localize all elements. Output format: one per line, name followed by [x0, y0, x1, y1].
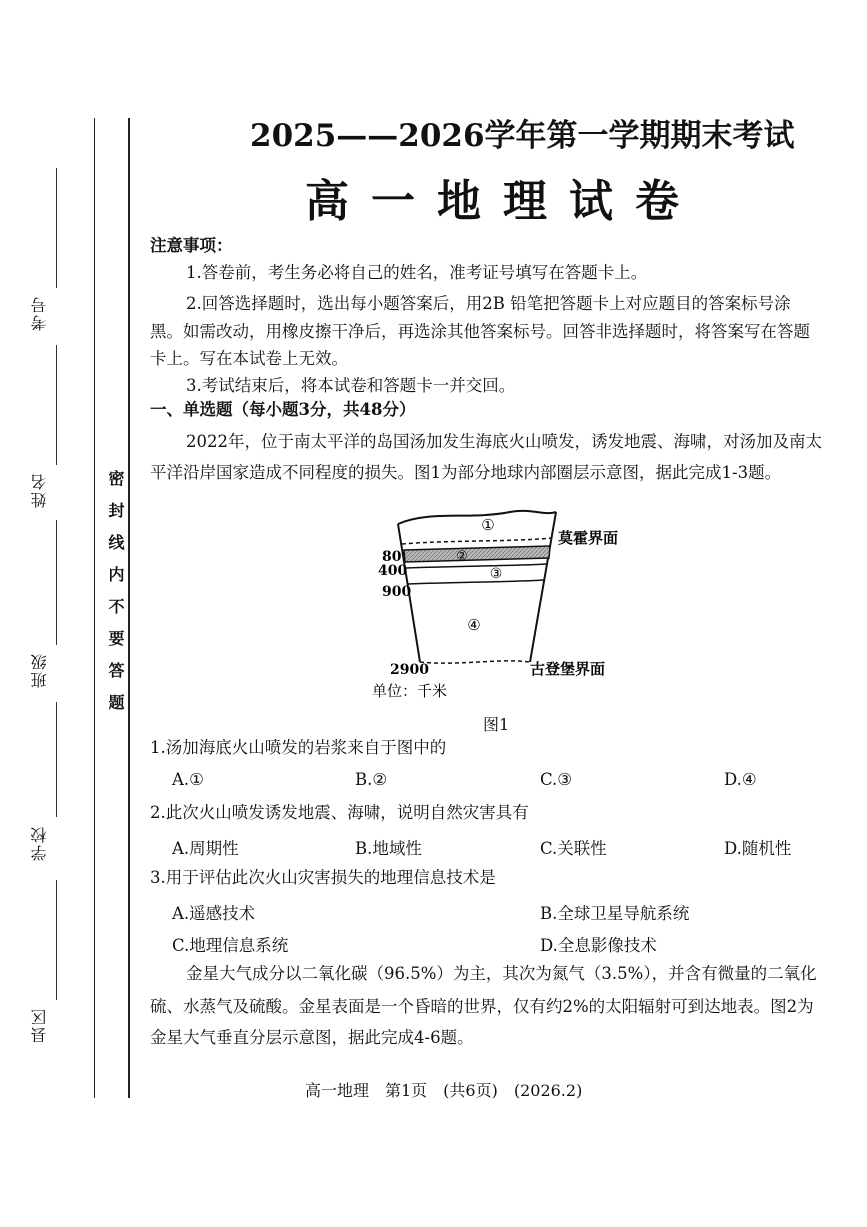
margin-label-county: 县区	[30, 1007, 49, 1043]
margin-label-exam-number: 考号	[30, 295, 49, 331]
passage2-line2: 硫、水蒸气及硫酸。金星表面是一个昏暗的世界，仅有约2%的太阳辐射可到达地表。图2为	[150, 997, 814, 1016]
q1-option-d[interactable]: D.④	[724, 770, 757, 789]
layer-label-4: ④	[467, 616, 481, 634]
boundary-400-line	[406, 564, 548, 568]
margin-blank-line-4	[56, 702, 57, 817]
moho-boundary-line	[402, 538, 552, 544]
gutenberg-boundary-line	[420, 661, 530, 663]
notice-item-2-cont: 黑。如需改动，用橡皮擦干净后，再选涂其他答案标号。回答非选择题时，将答案写在答题	[150, 322, 810, 341]
margin-blank-line-1	[56, 168, 57, 288]
notice-item-2-end: 卡上。写在本试卷上无效。	[150, 349, 348, 368]
passage2-line3: 金星大气垂直分层示意图，据此完成4-6题。	[150, 1028, 474, 1047]
margin-label-class: 班级	[30, 652, 49, 688]
layer2-band	[404, 546, 550, 562]
q2-option-c[interactable]: C.关联性	[540, 839, 607, 858]
depth-label-80: 80	[382, 549, 402, 565]
q3-option-b[interactable]: B.全球卫星导航系统	[540, 904, 690, 923]
depth-label-400: 400	[378, 563, 408, 579]
question-3-stem: 3.用于评估此次火山灾害损失的地理信息技术是	[150, 868, 496, 887]
question-1-stem: 1.汤加海底火山喷发的岩浆来自于图中的	[150, 738, 447, 757]
margin-label-name: 姓名	[30, 472, 49, 508]
section1-heading: 一、单选题（每小题3分，共48分）	[150, 400, 416, 419]
q1-option-c[interactable]: C.③	[540, 770, 573, 789]
q3-option-d[interactable]: D.全息影像技术	[540, 936, 657, 955]
exam-title: 2025——2026学年第一学期期末考试	[250, 118, 795, 154]
depth-label-2900: 2900	[390, 662, 429, 678]
notice-heading: 注意事项：	[150, 236, 233, 255]
notice-item-1: 1.答卷前，考生务必将自己的姓名，准考证号填写在答题卡上。	[186, 263, 648, 282]
layer-label-2: ②	[456, 549, 468, 564]
figure1-earth-layers	[370, 502, 650, 702]
earth-surface-line	[398, 511, 556, 524]
figure1-caption: 图1	[483, 715, 510, 734]
question-2-stem: 2.此次火山喷发诱发地震、海啸，说明自然灾害具有	[150, 803, 529, 822]
margin-blank-line-5	[56, 880, 57, 1000]
seal-line-notice: 密封线内不要答题	[106, 470, 125, 726]
margin-blank-line-2	[56, 345, 57, 465]
section1-intro-line2: 平洋沿岸国家造成不同程度的损失。图1为部分地球内部圈层示意图，据此完成1-3题。	[150, 463, 782, 482]
boundary-900-line	[408, 580, 545, 584]
notice-item-3: 3.考试结束后，将本试卷和答题卡一并交回。	[186, 376, 516, 395]
layer-label-1: ①	[481, 516, 495, 534]
q2-option-b[interactable]: B.地域性	[355, 839, 422, 858]
unit-label: 单位：千米	[372, 682, 448, 700]
q1-option-b[interactable]: B.②	[355, 770, 388, 789]
margin-outer-line	[94, 118, 95, 1098]
notice-item-2: 2.回答选择题时，选出每小题答案后，用2B 铅笔把答题卡上对应题目的答案标号涂	[186, 294, 791, 313]
gutenberg-label: 古登堡界面	[530, 660, 606, 678]
margin-blank-line-3	[56, 520, 57, 645]
q2-option-d[interactable]: D.随机性	[724, 839, 792, 858]
margin-label-school: 学校	[30, 825, 49, 861]
depth-label-900: 900	[382, 584, 412, 600]
page-footer: 高一地理 第1页 (共6页) (2026.2)	[305, 1081, 583, 1100]
moho-label: 莫霍界面	[558, 529, 619, 547]
q3-option-c[interactable]: C.地理信息系统	[172, 936, 289, 955]
section1-intro-line1: 2022年，位于南太平洋的岛国汤加发生海底火山喷发，诱发地震、海啸，对汤加及南太	[186, 432, 822, 451]
margin-inner-line	[128, 118, 130, 1098]
q2-option-a[interactable]: A.周期性	[172, 839, 239, 858]
figure-right-edge	[530, 512, 556, 662]
paper-title: 高一地理试卷	[305, 176, 701, 227]
layer-label-3: ③	[489, 566, 503, 582]
passage2-line1: 金星大气成分以二氧化碳（96.5%）为主，其次为氮气（3.5%），并含有微量的二氧化	[186, 964, 817, 983]
q3-option-a[interactable]: A.遥感技术	[172, 904, 256, 923]
q1-option-a[interactable]: A.①	[172, 770, 204, 789]
